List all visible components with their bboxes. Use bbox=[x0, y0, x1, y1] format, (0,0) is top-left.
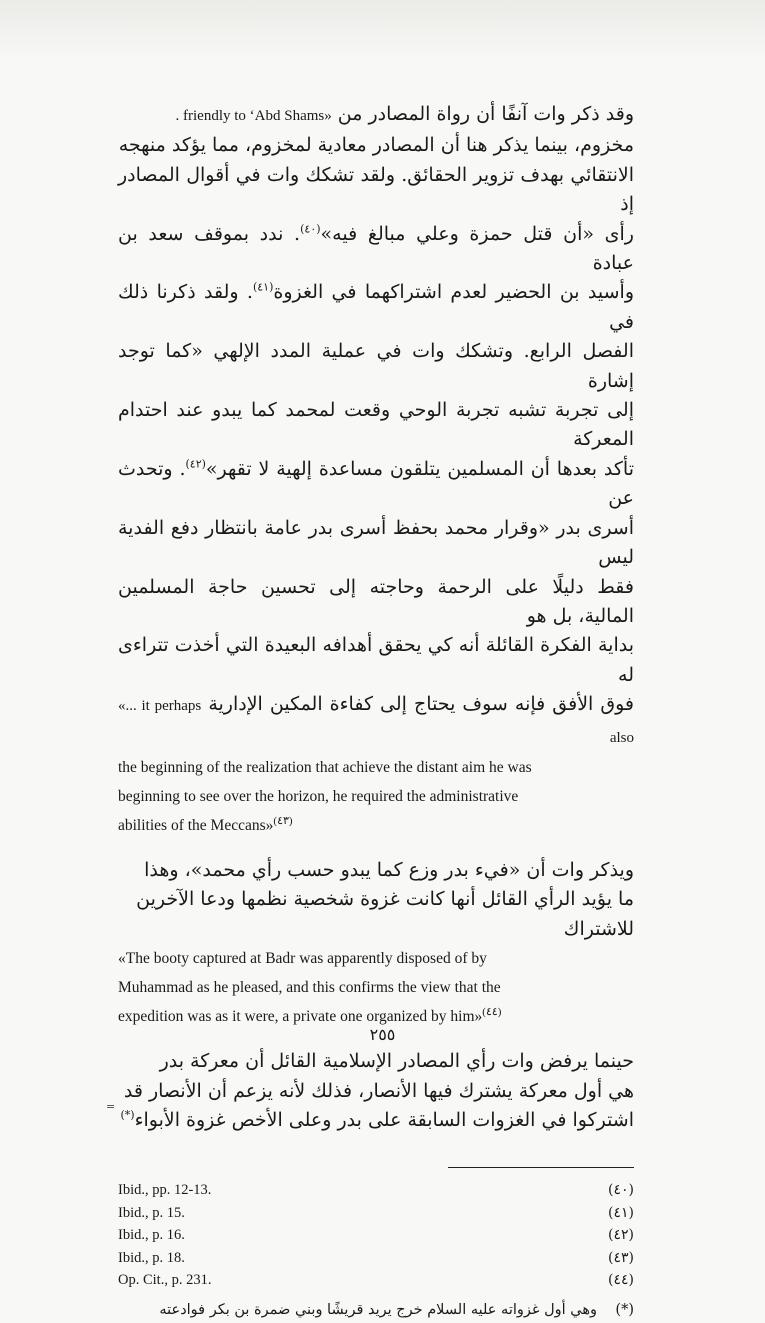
text-line: beginning to see over the horizon, he required the administrative bbox=[118, 787, 519, 805]
footnote-text: وهي أول غزواته عليه السلام خرج يريد قريشًا وبني ضمرة بن بكر فوادعته bbox=[159, 1301, 597, 1318]
text-line: تأكد بعدها أن المسلمين يتلقون مساعدة إلهية لا تقهر» bbox=[205, 457, 634, 480]
footnote-item bbox=[118, 1250, 634, 1273]
footnote-number: (٤٣) bbox=[608, 1249, 634, 1266]
english-inline: «... it perhaps also bbox=[118, 698, 634, 746]
page-body bbox=[118, 100, 634, 1323]
footnote-marker: (٤٤) bbox=[482, 1006, 502, 1018]
text-line: the beginning of the realization that achieve the distant aim he was bbox=[118, 758, 532, 776]
footnote-number: (٤٤) bbox=[608, 1272, 634, 1289]
footnote-marker: (٤٣) bbox=[273, 814, 293, 827]
text-line: الانتقائي بهدف تزوير الحقائق. ولقد تشكك وات في أقوال المصادر إذ bbox=[118, 163, 634, 216]
paragraph-1: وقد ذكر وات آنفًا أن رواة المصادر من . friendly to ‘Abd Shams» مخزوم، بينما يذكر هنا أن المصادر معادية لمخزوم، مما يؤكد منهجه الانتقائي بهدف تزوير الحقائق. ولقد تشكك وات في أقوال المصادر إذ رأى «أن قتل حمزة وعلي مبالغ فيه»$^{(٤٠)}$. ندد بموقف سعد بن عبادة وأسيد بن الحضير لعدم اشتراكهما في الغزوة$^{(٤١)}$. ولقد ذكرنا ذلك في الفصل الرابع. وتشكك وات في عملية المدد الإلهي «كما توجد إشارة إلى تجربة تشبه تجربة الوحي وقعت لمحمد كما يبدو عند احتدام المعركة تأكد بعدها أن المسلمين يتلقون مساعدة إلهية لا تقهر»$^{(٤٢)}$. وتحدث عن أسرى بدر «وقرار محمد بحفظ أسرى بدر عامة بانتظار دفع الفدية ليس فقط دليلًا على الرحمة وحاجته إلى تحسين حاجة المسلمين المالية، بل هو بداية الفكرة القائلة أنه كي يحقق أهدافه البعيدة التي أخذت تتراءى له فوق الأفق فإنه سوف يحتاج إلى كفاءة المكين الإدارية «... it perhaps also bbox=[118, 103, 635, 746]
paragraph-2 bbox=[118, 856, 634, 944]
text-line: . ولقد ذكرنا ذلك في bbox=[118, 281, 634, 333]
footnote-marker: (*) bbox=[120, 1108, 135, 1122]
footnote-reference: Ibid., p. 16. bbox=[118, 1227, 185, 1244]
footnote-marker: (٤١) bbox=[252, 281, 274, 295]
footnotes bbox=[118, 1182, 634, 1323]
footnote-reference: Ibid., p. 15. bbox=[118, 1204, 185, 1221]
text-line: حينما يرفض وات رأي المصادر الإسلامية القائل أن معركة بدر bbox=[159, 1050, 634, 1073]
footnote-number: (٤٠) bbox=[608, 1182, 634, 1199]
text-line: أسرى بدر «وقرار محمد بحفظ أسرى بدر عامة بانتظار دفع الفدية ليس bbox=[118, 516, 634, 569]
text-line: abilities of the Meccans» bbox=[118, 816, 274, 834]
text-line: . وتحدث عن bbox=[118, 457, 634, 510]
text-line: فقط دليلًا على الرحمة وحاجته إلى تحسين حاجة المسلمين المالية، بل هو bbox=[118, 575, 634, 627]
english-quote-1 bbox=[118, 753, 634, 840]
footnote-item bbox=[118, 1205, 634, 1228]
paragraph-3 bbox=[118, 1047, 634, 1135]
text-line: اشتركوا في الغزوات السابقة على بدر وعلى الأخص غزوة الأبواء bbox=[134, 1108, 634, 1131]
english-quote-2 bbox=[118, 944, 634, 1031]
footnote-marker: (٤٠) bbox=[300, 222, 321, 236]
scan-edge-shading bbox=[0, 0, 765, 60]
text-line: بداية الفكرة القائلة أنه كي يحقق أهدافه البعيدة التي أخذت تتراءى له bbox=[118, 634, 634, 686]
text-line: ما يؤيد الرأي القائل أنها كانت غزوة شخصية نظمها ودعا الآخرين bbox=[136, 888, 634, 911]
text-line: إلى تجربة تشبه تجربة الوحي وقعت لمحمد كما يبدو عند احتدام المعركة bbox=[118, 399, 634, 451]
text-line: ندد بموقف سعد بن عبادة bbox=[118, 222, 634, 275]
text-line: وقد ذكر وات آنفًا أن رواة المصادر من bbox=[337, 103, 634, 125]
footnote-marker: (٤٢) bbox=[185, 457, 206, 471]
footnote-number: (٤٢) bbox=[608, 1227, 634, 1244]
footnote-reference: Ibid., pp. 12-13. bbox=[118, 1182, 212, 1199]
text-line: هي أول معركة يشترك فيها الأنصار، فذلك لأنه يزعم أن الأنصار قد bbox=[123, 1079, 634, 1102]
text-line: للاشتراك bbox=[563, 917, 634, 940]
text-line: Muhammad as he pleased, and this confirms the view that the bbox=[118, 979, 501, 997]
page-number: ٢٥٥ bbox=[369, 1025, 396, 1044]
footnote-star bbox=[118, 1297, 634, 1323]
text-line: الفصل الرابع. وتشكك وات في عملية المدد الإلهي «كما توجد إشارة bbox=[118, 340, 634, 392]
footnote-item bbox=[118, 1182, 634, 1205]
text-line: «The booty captured at Badr was apparently disposed of by bbox=[118, 950, 487, 968]
footnote-number: (*) bbox=[615, 1301, 634, 1318]
text-line: رأى «أن قتل حمزة وعلي مبالغ فيه» bbox=[320, 222, 634, 245]
corner-mark: = bbox=[106, 1100, 116, 1113]
footnote-item bbox=[118, 1227, 634, 1250]
text-line: expedition was as it were, a private one organized by him» bbox=[118, 1008, 483, 1026]
english-inline: . friendly to ‘Abd Shams» bbox=[175, 108, 332, 124]
text-line: فوق الأفق فإنه سوف يحتاج إلى كفاءة المكين الإدارية bbox=[208, 693, 635, 716]
footnote-item bbox=[118, 1272, 634, 1295]
footnote-reference: Op. Cit., p. 231. bbox=[118, 1272, 212, 1289]
text-line: ويذكر وات أن «فيء بدر وزع كما يبدو حسب رأي محمد»، وهذا bbox=[144, 858, 634, 881]
footnote-number: (٤١) bbox=[608, 1204, 634, 1221]
text-line: مخزوم، بينما يذكر هنا أن المصادر معادية لمخزوم، مما يؤكد منهجه bbox=[118, 134, 634, 157]
footnote-reference: Ibid., p. 18. bbox=[118, 1249, 185, 1266]
text-line: وأسيد بن الحضير لعدم اشتراكهما في الغزوة bbox=[273, 281, 635, 304]
footnote-divider bbox=[448, 1167, 634, 1168]
